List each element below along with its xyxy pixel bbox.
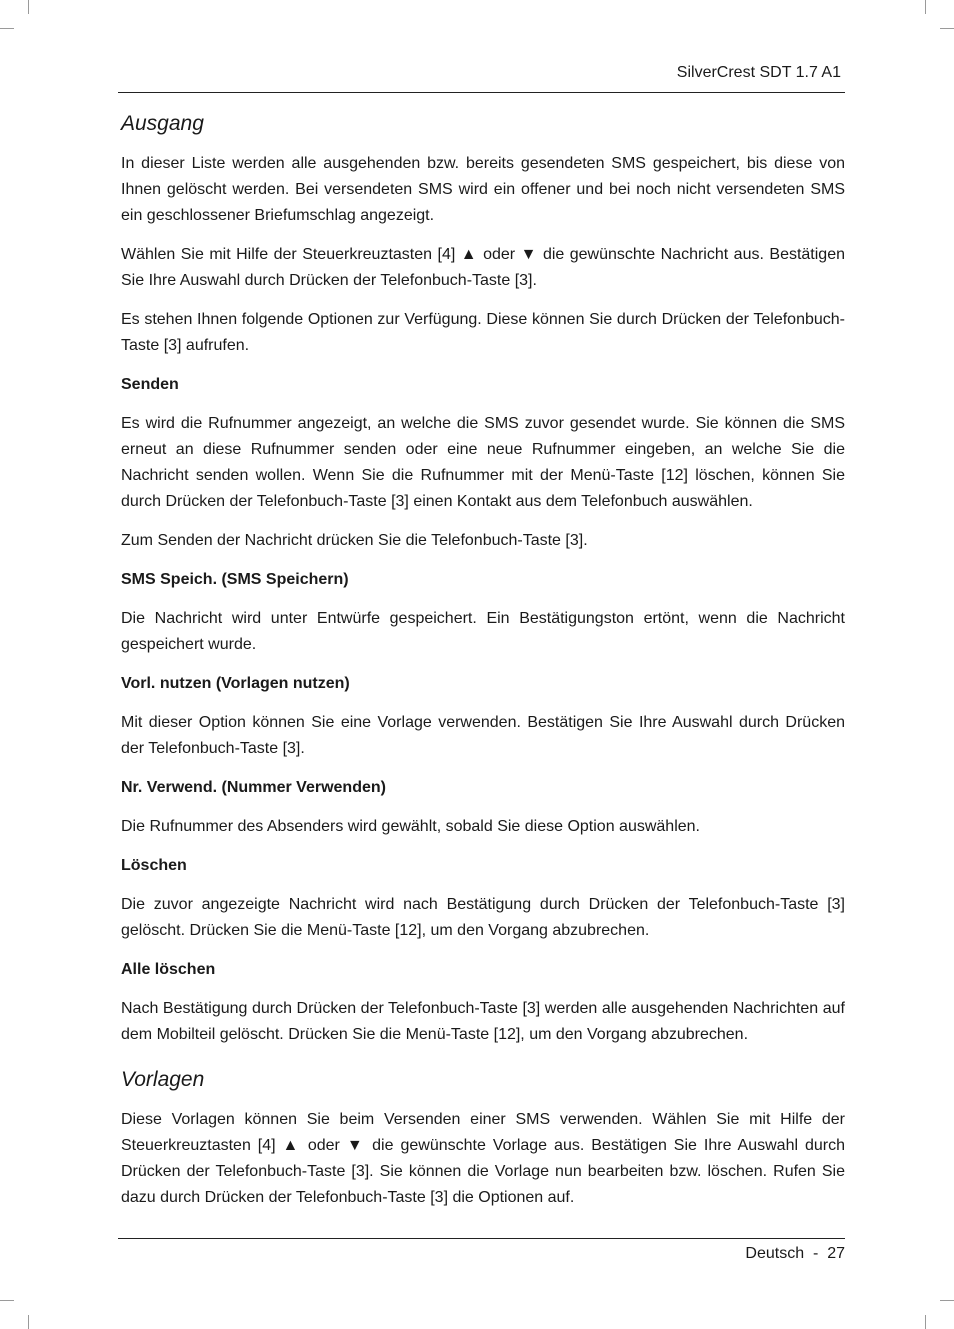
paragraph: Zum Senden der Nachricht drücken Sie die Telefonbuch-Taste [3].: [121, 532, 588, 549]
paragraph: Die zuvor angezeigte Nachricht wird nach Bestätigung durch Drücken der Telefonbuch-Taste [3] gelöscht. Drücken Sie die Menü-Taste [12], um den Vorgang abzubrechen.: [121, 896, 845, 939]
paragraph: Nach Bestätigung durch Drücken der Telefonbuch-Taste [3] werden alle ausgehenden Nachrichten auf dem Mobilteil gelöscht. Drücken Sie die Menü-Taste [12], um den Vorgang abzubrechen.: [121, 1000, 845, 1043]
page-content: [121, 110, 845, 1224]
subheading-vorlagen-nutzen: Vorl. nutzen (Vorlagen nutzen): [121, 675, 350, 692]
section-heading-ausgang: Ausgang: [121, 112, 204, 135]
crop-mark: [28, 1315, 29, 1329]
subheading-loeschen: Löschen: [121, 857, 187, 874]
paragraph: Diese Vorlagen können Sie beim Versenden einer SMS verwenden. Wählen Sie mit Hilfe der Steuerkreuztasten [4] ▲ oder ▼ die gewünschte Vorlage aus. Bestätigen Sie Ihre Auswahl durch Drücken der Telefonbuch-Taste [3]. Sie können die Vorlage nun bearbeiten bzw. löschen. Rufen Sie dazu durch Drücken der Telefonbuch-Taste [3] die Optionen auf.: [121, 1111, 845, 1206]
section-heading-vorlagen: Vorlagen: [121, 1068, 205, 1091]
crop-mark: [940, 28, 954, 29]
subheading-sms-speichern: SMS Speich. (SMS Speichern): [121, 571, 349, 588]
header-title: SilverCrest SDT 1.7 A1: [676, 64, 841, 81]
paragraph: Mit dieser Option können Sie eine Vorlage verwenden. Bestätigen Sie Ihre Auswahl durch Drücken der Telefonbuch-Taste [3].: [121, 714, 845, 757]
page-footer: [118, 1238, 845, 1262]
crop-mark: [940, 1300, 954, 1301]
page-number: Deutsch - 27: [745, 1245, 845, 1262]
page-header: [118, 62, 845, 93]
crop-mark: [0, 1300, 14, 1301]
subheading-alle-loeschen: Alle löschen: [121, 961, 216, 978]
crop-mark: [925, 0, 926, 14]
crop-mark: [925, 1315, 926, 1329]
paragraph: Wählen Sie mit Hilfe der Steuerkreuztasten [4] ▲ oder ▼ die gewünschte Nachricht aus. Bestätigen Sie Ihre Auswahl durch Drücken der Telefonbuch-Taste [3].: [121, 246, 845, 289]
paragraph: Die Nachricht wird unter Entwürfe gespeichert. Ein Bestätigungston ertönt, wenn die Nachricht gespeichert wurde.: [121, 610, 845, 653]
subheading-senden: Senden: [121, 376, 179, 393]
paragraph: Es wird die Rufnummer angezeigt, an welche die SMS zuvor gesendet wurde. Sie können die SMS erneut an diese Rufnummer senden oder eine neue Rufnummer eingeben, an welche Sie die Nachricht senden wollen. Wenn Sie die Rufnummer mit der Menü-Taste [12] löschen, können Sie durch Drücken der Telefonbuch-Taste [3] einen Kontakt aus dem Telefonbuch auswählen.: [121, 415, 845, 510]
paragraph: Die Rufnummer des Absenders wird gewählt, sobald Sie diese Option auswählen.: [121, 818, 700, 835]
crop-mark: [28, 0, 29, 14]
crop-mark: [0, 28, 14, 29]
paragraph: In dieser Liste werden alle ausgehenden bzw. bereits gesendeten SMS gespeichert, bis diese von Ihnen gelöscht werden. Bei versendeten SMS wird ein offener und bei noch nicht versendeten SMS ein geschlossener Briefumschlag angezeigt.: [121, 155, 845, 224]
subheading-nummer-verwenden: Nr. Verwend. (Nummer Verwenden): [121, 779, 386, 796]
paragraph: Es stehen Ihnen folgende Optionen zur Verfügung. Diese können Sie durch Drücken der Telefonbuch-Taste [3] aufrufen.: [121, 311, 845, 354]
